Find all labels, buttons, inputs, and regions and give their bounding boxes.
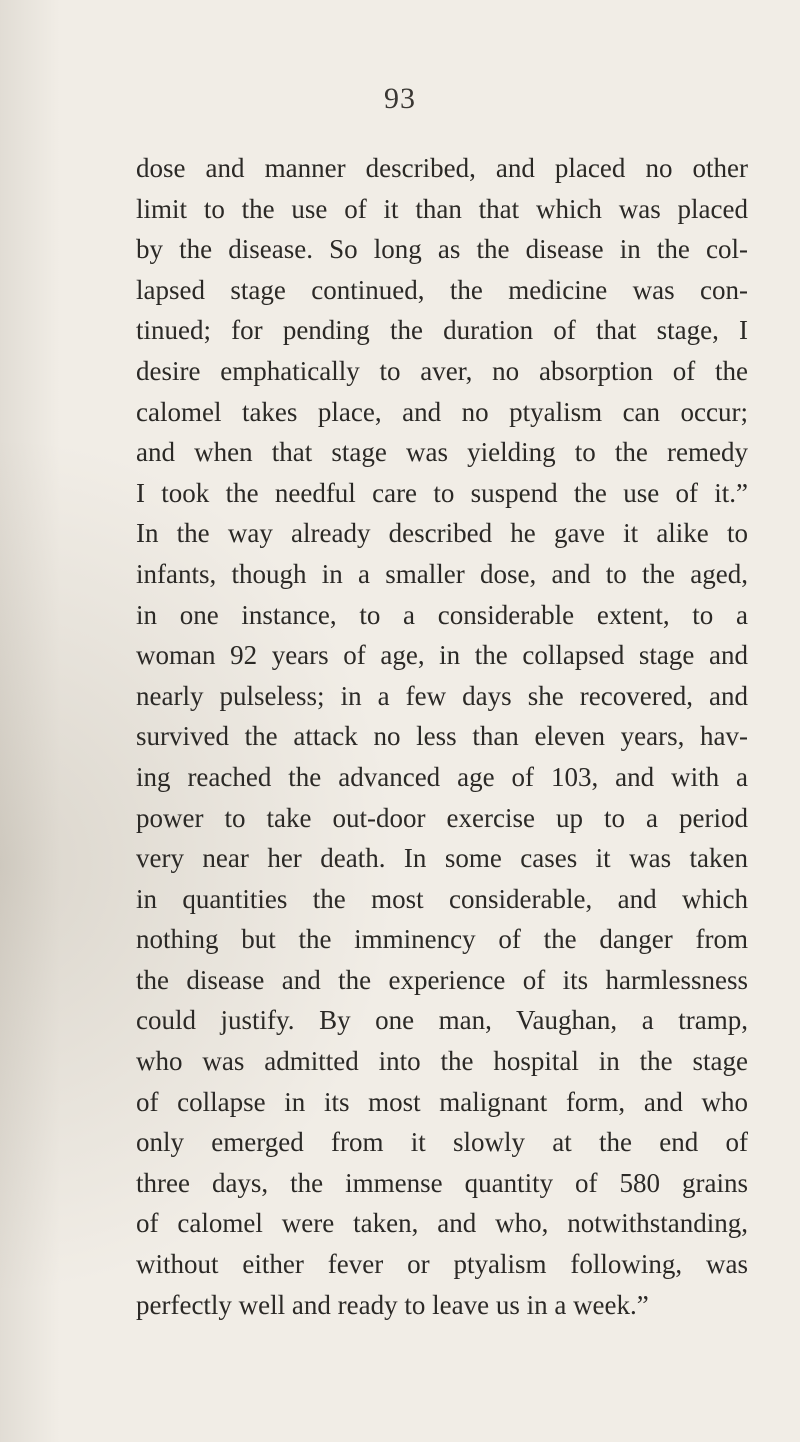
text-line: could justify. By one man, Vaughan, a tramp,	[136, 1005, 748, 1036]
text-line: calomel takes place, and no ptyalism can occur;	[136, 396, 748, 427]
text-line: in one instance, to a considerable extent, to a	[136, 599, 748, 630]
text-line: lapsed stage continued, the medicine was con-	[136, 274, 748, 305]
text-line: In the way already described he gave it alike to	[136, 518, 748, 549]
text-line: by the disease. So long as the disease in the col-	[136, 234, 748, 265]
text-line: I took the needful care to suspend the use of it.”	[136, 477, 748, 508]
text-line: dose and manner described, and placed no other	[136, 153, 748, 183]
text-line: nearly pulseless; in a few days she recovered, and	[136, 680, 748, 711]
page-number: 93	[384, 82, 416, 115]
text-line: nothing but the imminency of the danger from	[136, 924, 748, 955]
text-line: of collapse in its most malignant form, and who	[136, 1086, 748, 1117]
text-line: tinued; for pending the duration of that stage, I	[136, 315, 748, 346]
text-line: desire emphatically to aver, no absorption of the	[136, 355, 748, 386]
text-line: who was admitted into the hospital in the stage	[136, 1046, 748, 1077]
body-text	[136, 148, 748, 1325]
text-line: the disease and the experience of its harmlessness	[136, 964, 748, 995]
text-line: in quantities the most considerable, and which	[136, 883, 748, 914]
text-line: of calomel were taken, and who, notwithstanding,	[136, 1208, 748, 1239]
text-line: ing reached the advanced age of 103, and with a	[136, 761, 748, 792]
text-line: limit to the use of it than that which was placed	[136, 193, 748, 224]
text-line: perfectly well and ready to leave us in a week.”	[136, 1289, 649, 1320]
text-line: only emerged from it slowly at the end of	[136, 1127, 748, 1158]
text-line: very near her death. In some cases it was taken	[136, 843, 748, 874]
text-line: infants, though in a smaller dose, and to the aged,	[136, 558, 748, 589]
text-line: without either fever or ptyalism following, was	[136, 1249, 748, 1280]
text-line: woman 92 years of age, in the collapsed stage and	[136, 640, 748, 671]
text-line: and when that stage was yielding to the remedy	[136, 437, 748, 468]
text-line: survived the attack no less than eleven years, hav-	[136, 721, 748, 752]
text-line: power to take out-door exercise up to a period	[136, 802, 748, 833]
text-line: three days, the immense quantity of 580 grains	[136, 1167, 748, 1198]
